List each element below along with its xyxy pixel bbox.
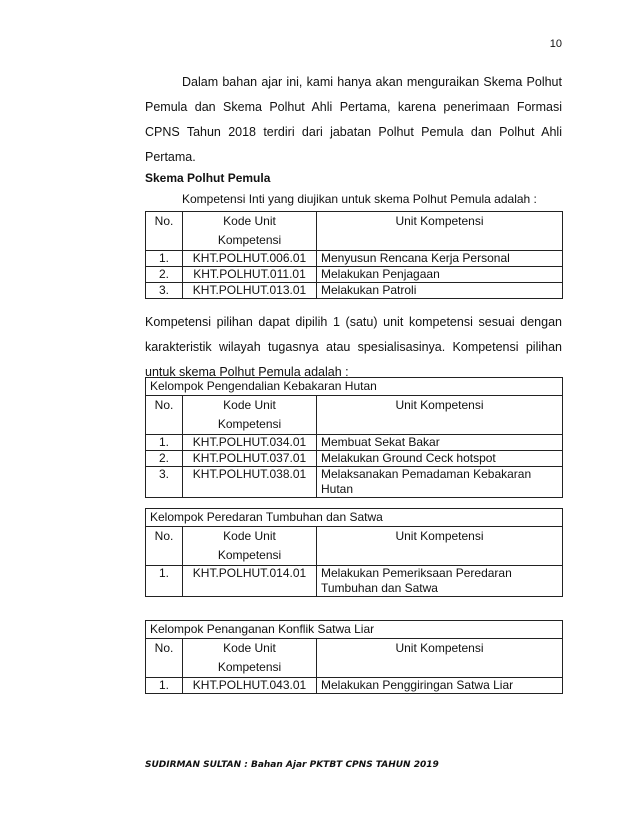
- header-unit: Unit Kompetensi: [317, 212, 563, 251]
- header-no: No.: [146, 396, 183, 435]
- table-header-row: [146, 396, 563, 435]
- row-no: 2.: [146, 451, 183, 467]
- header-no: No.: [146, 639, 183, 678]
- group3-title: Kelompok Penanganan Konflik Satwa Liar: [146, 621, 563, 639]
- core-intro: Kompetensi Inti yang diujikan untuk skema Polhut Pemula adalah :: [182, 192, 537, 206]
- row-unit: Melaksanakan Pemadaman Kebakaran Hutan: [317, 467, 563, 498]
- row-no: 1.: [146, 435, 183, 451]
- row-no: 3.: [146, 467, 183, 498]
- header-kode-line2: Kompetensi: [217, 548, 282, 562]
- row-no: 3.: [146, 283, 183, 299]
- row-unit: Membuat Sekat Bakar: [317, 435, 563, 451]
- group-title-row: [146, 378, 563, 396]
- table-row: [146, 251, 563, 267]
- header-kode-line1: Kode Unit: [223, 529, 276, 543]
- row-unit: Melakukan Penggiringan Satwa Liar: [317, 678, 563, 694]
- header-no: No.: [146, 212, 183, 251]
- elective-paragraph: Kompetensi pilihan dapat dipilih 1 (satu) unit kompetensi sesuai dengan karakteristik wilayah tugasnya atau spesialisasinya. Kompetensi pilihan untuk skema Polhut Pemula adalah :: [145, 315, 562, 379]
- table-row: [146, 678, 563, 694]
- row-kode: KHT.POLHUT.037.01: [183, 451, 317, 467]
- header-kode: [183, 212, 317, 251]
- row-kode: KHT.POLHUT.038.01: [183, 467, 317, 498]
- row-unit: Melakukan Patroli: [317, 283, 563, 299]
- header-no: No.: [146, 527, 183, 566]
- page-number: 10: [549, 38, 562, 50]
- row-unit: Melakukan Ground Ceck hotspot: [317, 451, 563, 467]
- group2-title: Kelompok Peredaran Tumbuhan dan Satwa: [146, 509, 563, 527]
- table-row: [146, 435, 563, 451]
- row-kode: KHT.POLHUT.013.01: [183, 283, 317, 299]
- group1-table: [145, 377, 563, 498]
- group-title-row: [146, 509, 563, 527]
- row-no: 1.: [146, 251, 183, 267]
- row-unit: Melakukan Pemeriksaan Peredaran Tumbuhan dan Satwa: [317, 566, 563, 597]
- group1-title: Kelompok Pengendalian Kebakaran Hutan: [146, 378, 563, 396]
- core-competency-table: [145, 211, 563, 299]
- group-title-row: [146, 621, 563, 639]
- table-row: [146, 283, 563, 299]
- header-unit: Unit Kompetensi: [317, 639, 563, 678]
- table-row: [146, 467, 563, 498]
- intro-paragraph: Dalam bahan ajar ini, kami hanya akan menguraikan Skema Polhut Pemula dan Skema Polhut Ahli Pertama, karena penerimaan Formasi CPNS Tahun 2018 terdiri dari jabatan Polhut Pemula dan Polhut Ahli Pertama.: [145, 75, 562, 164]
- row-no: 1.: [146, 566, 183, 597]
- table-header-row: [146, 212, 563, 251]
- header-kode-line2: Kompetensi: [217, 417, 282, 431]
- section-heading: Skema Polhut Pemula: [145, 171, 271, 185]
- header-kode-line1: Kode Unit: [223, 641, 276, 655]
- row-kode: KHT.POLHUT.043.01: [183, 678, 317, 694]
- header-unit: Unit Kompetensi: [317, 396, 563, 435]
- table-header-row: [146, 527, 563, 566]
- row-unit: Melakukan Penjagaan: [317, 267, 563, 283]
- row-kode: KHT.POLHUT.011.01: [183, 267, 317, 283]
- header-kode: [183, 527, 317, 566]
- group3-table: [145, 620, 563, 694]
- header-kode: [183, 396, 317, 435]
- table-row: [146, 451, 563, 467]
- row-kode: KHT.POLHUT.034.01: [183, 435, 317, 451]
- table-header-row: [146, 639, 563, 678]
- table-row: [146, 267, 563, 283]
- row-kode: KHT.POLHUT.006.01: [183, 251, 317, 267]
- header-kode: [183, 639, 317, 678]
- header-kode-line1: Kode Unit: [223, 398, 276, 412]
- header-kode-line2: Kompetensi: [217, 233, 282, 247]
- row-no: 1.: [146, 678, 183, 694]
- page-footer: SUDIRMAN SULTAN : Bahan Ajar PKTBT CPNS TAHUN 2019: [145, 760, 439, 770]
- header-kode-line2: Kompetensi: [217, 660, 282, 674]
- row-unit: Menyusun Rencana Kerja Personal: [317, 251, 563, 267]
- row-kode: KHT.POLHUT.014.01: [183, 566, 317, 597]
- header-unit: Unit Kompetensi: [317, 527, 563, 566]
- table-row: [146, 566, 563, 597]
- header-kode-line1: Kode Unit: [223, 214, 276, 228]
- group2-table: [145, 508, 563, 597]
- row-no: 2.: [146, 267, 183, 283]
